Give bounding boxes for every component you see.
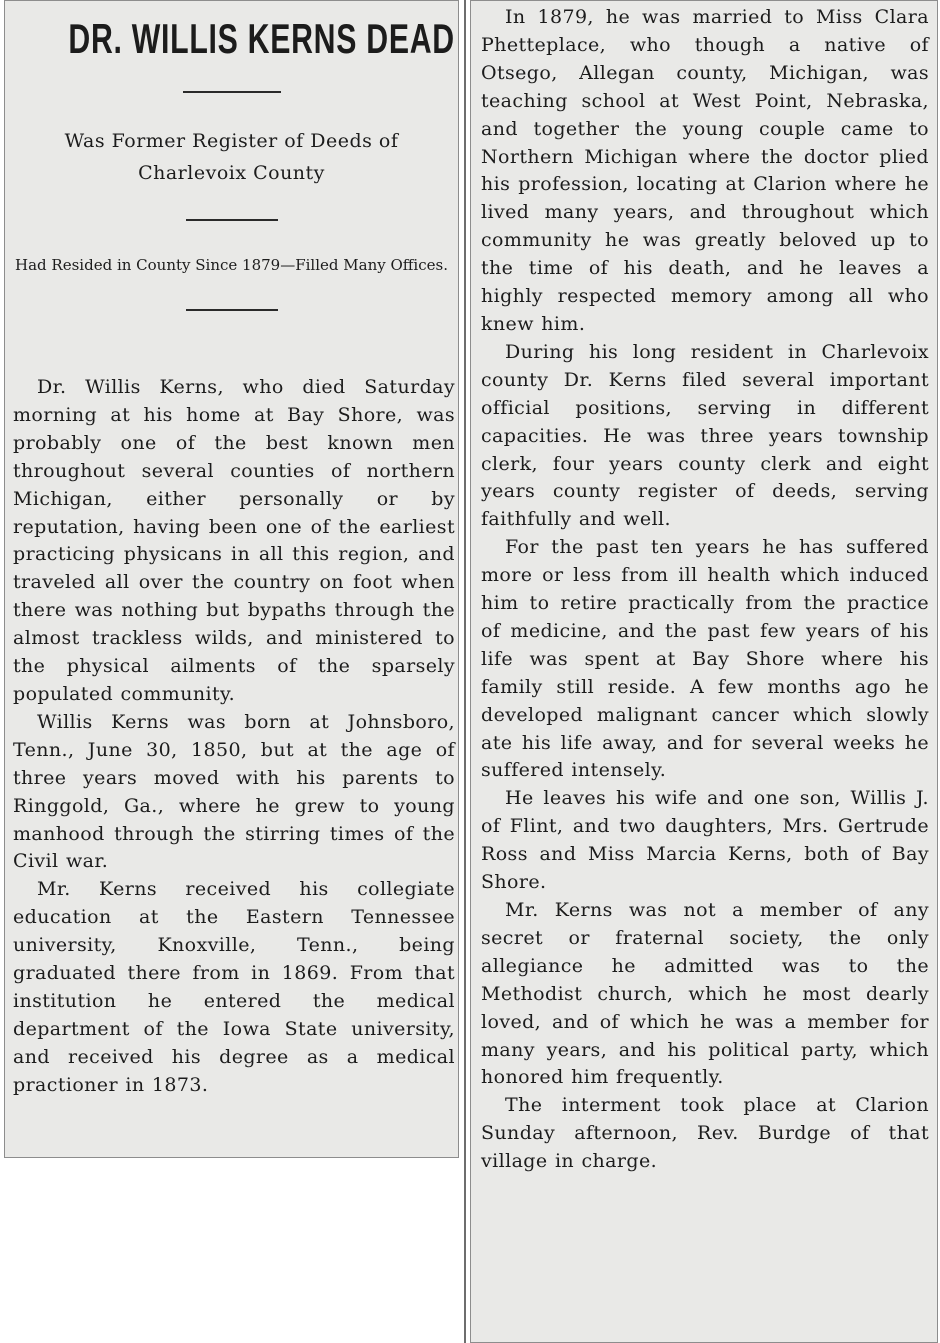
newspaper-clipping-right-column (470, 0, 938, 1343)
article-paragraph: Mr. Kerns was not a member of any secret or fraternal society, the only allegiance he admitted was to the Methodist church, which he most dearly loved, and of which he was a member for many years, and his political party, which honored him frequently. (481, 899, 929, 1089)
newspaper-clipping-left-column (4, 0, 459, 1158)
article-paragraph: Mr. Kerns received his collegiate education at the Eastern Tennessee university, Knoxville, Tenn., being graduated there from in 1869. From that institution he entered the medical department of the Iowa State university, and received his degree as a medical practioner in 1873. (13, 878, 455, 1096)
article-paragraph: The interment took place at Clarion Sunday afternoon, Rev. Burdge of that village in charge. (481, 1094, 929, 1173)
headline: DR. WILLIS KERNS DEAD (68, 15, 455, 62)
article-paragraph: In 1879, he was married to Miss Clara Phetteplace, who though a native of Otsego, Allegan county, Michigan, was teaching school at West Point, Nebraska, and together the young couple came to Northern Michigan where the doctor plied his profession, locating at Clarion where he lived many years, and throughout which community he was greatly beloved up to the time of his death, and he leaves a highly respected memory among all who knew him. (481, 6, 929, 335)
article-body-right (481, 4, 929, 1176)
article-paragraph: Dr. Willis Kerns, who died Saturday morning at his home at Bay Shore, was probably one of the best known men throughout several counties of northern Michigan, either personally or by reputation, having been one of the earliest practicing physicans in all this region, and traveled all over the country on foot when there was nothing but bypaths through the almost trackless wilds, and ministered to the physical ailments of the sparsely populated community. (13, 376, 455, 705)
divider-rule (186, 309, 278, 311)
article-paragraph: For the past ten years he has suffered more or less from ill health which induced him to retire practically from the practice of medicine, and the past few years of his life was spent at Bay Shore where his family still reside. A few months ago he developed malignant cancer which slowly ate his life away, and for several weeks he suffered intensely. (481, 536, 929, 782)
article-paragraph: During his long resident in Charlevoix county Dr. Kerns filed several important official positions, serving in different capacities. He was three years township clerk, four years county clerk and eight years county register of deeds, serving faithfully and well. (481, 340, 929, 531)
article-paragraph: Willis Kerns was born at Johnsboro, Tenn., June 30, 1850, but at the age of three years moved with his parents to Ringgold, Ga., where he grew to young manhood through the stirring times of the Civil war. (13, 710, 455, 873)
subheadline-primary: Was Former Register of Deeds of Charlevoix County (64, 130, 399, 184)
subheadline-secondary: Had Resided in County Since 1879—Filled Many Offices. (15, 256, 448, 274)
divider-rule (186, 219, 278, 221)
article-body-left (13, 374, 455, 1100)
divider-rule (183, 91, 281, 93)
column-divider (464, 0, 466, 1343)
article-paragraph: He leaves his wife and one son, Willis J. of Flint, and two daughters, Mrs. Gertrude Ross and Miss Marcia Kerns, both of Bay Shore. (481, 787, 929, 894)
